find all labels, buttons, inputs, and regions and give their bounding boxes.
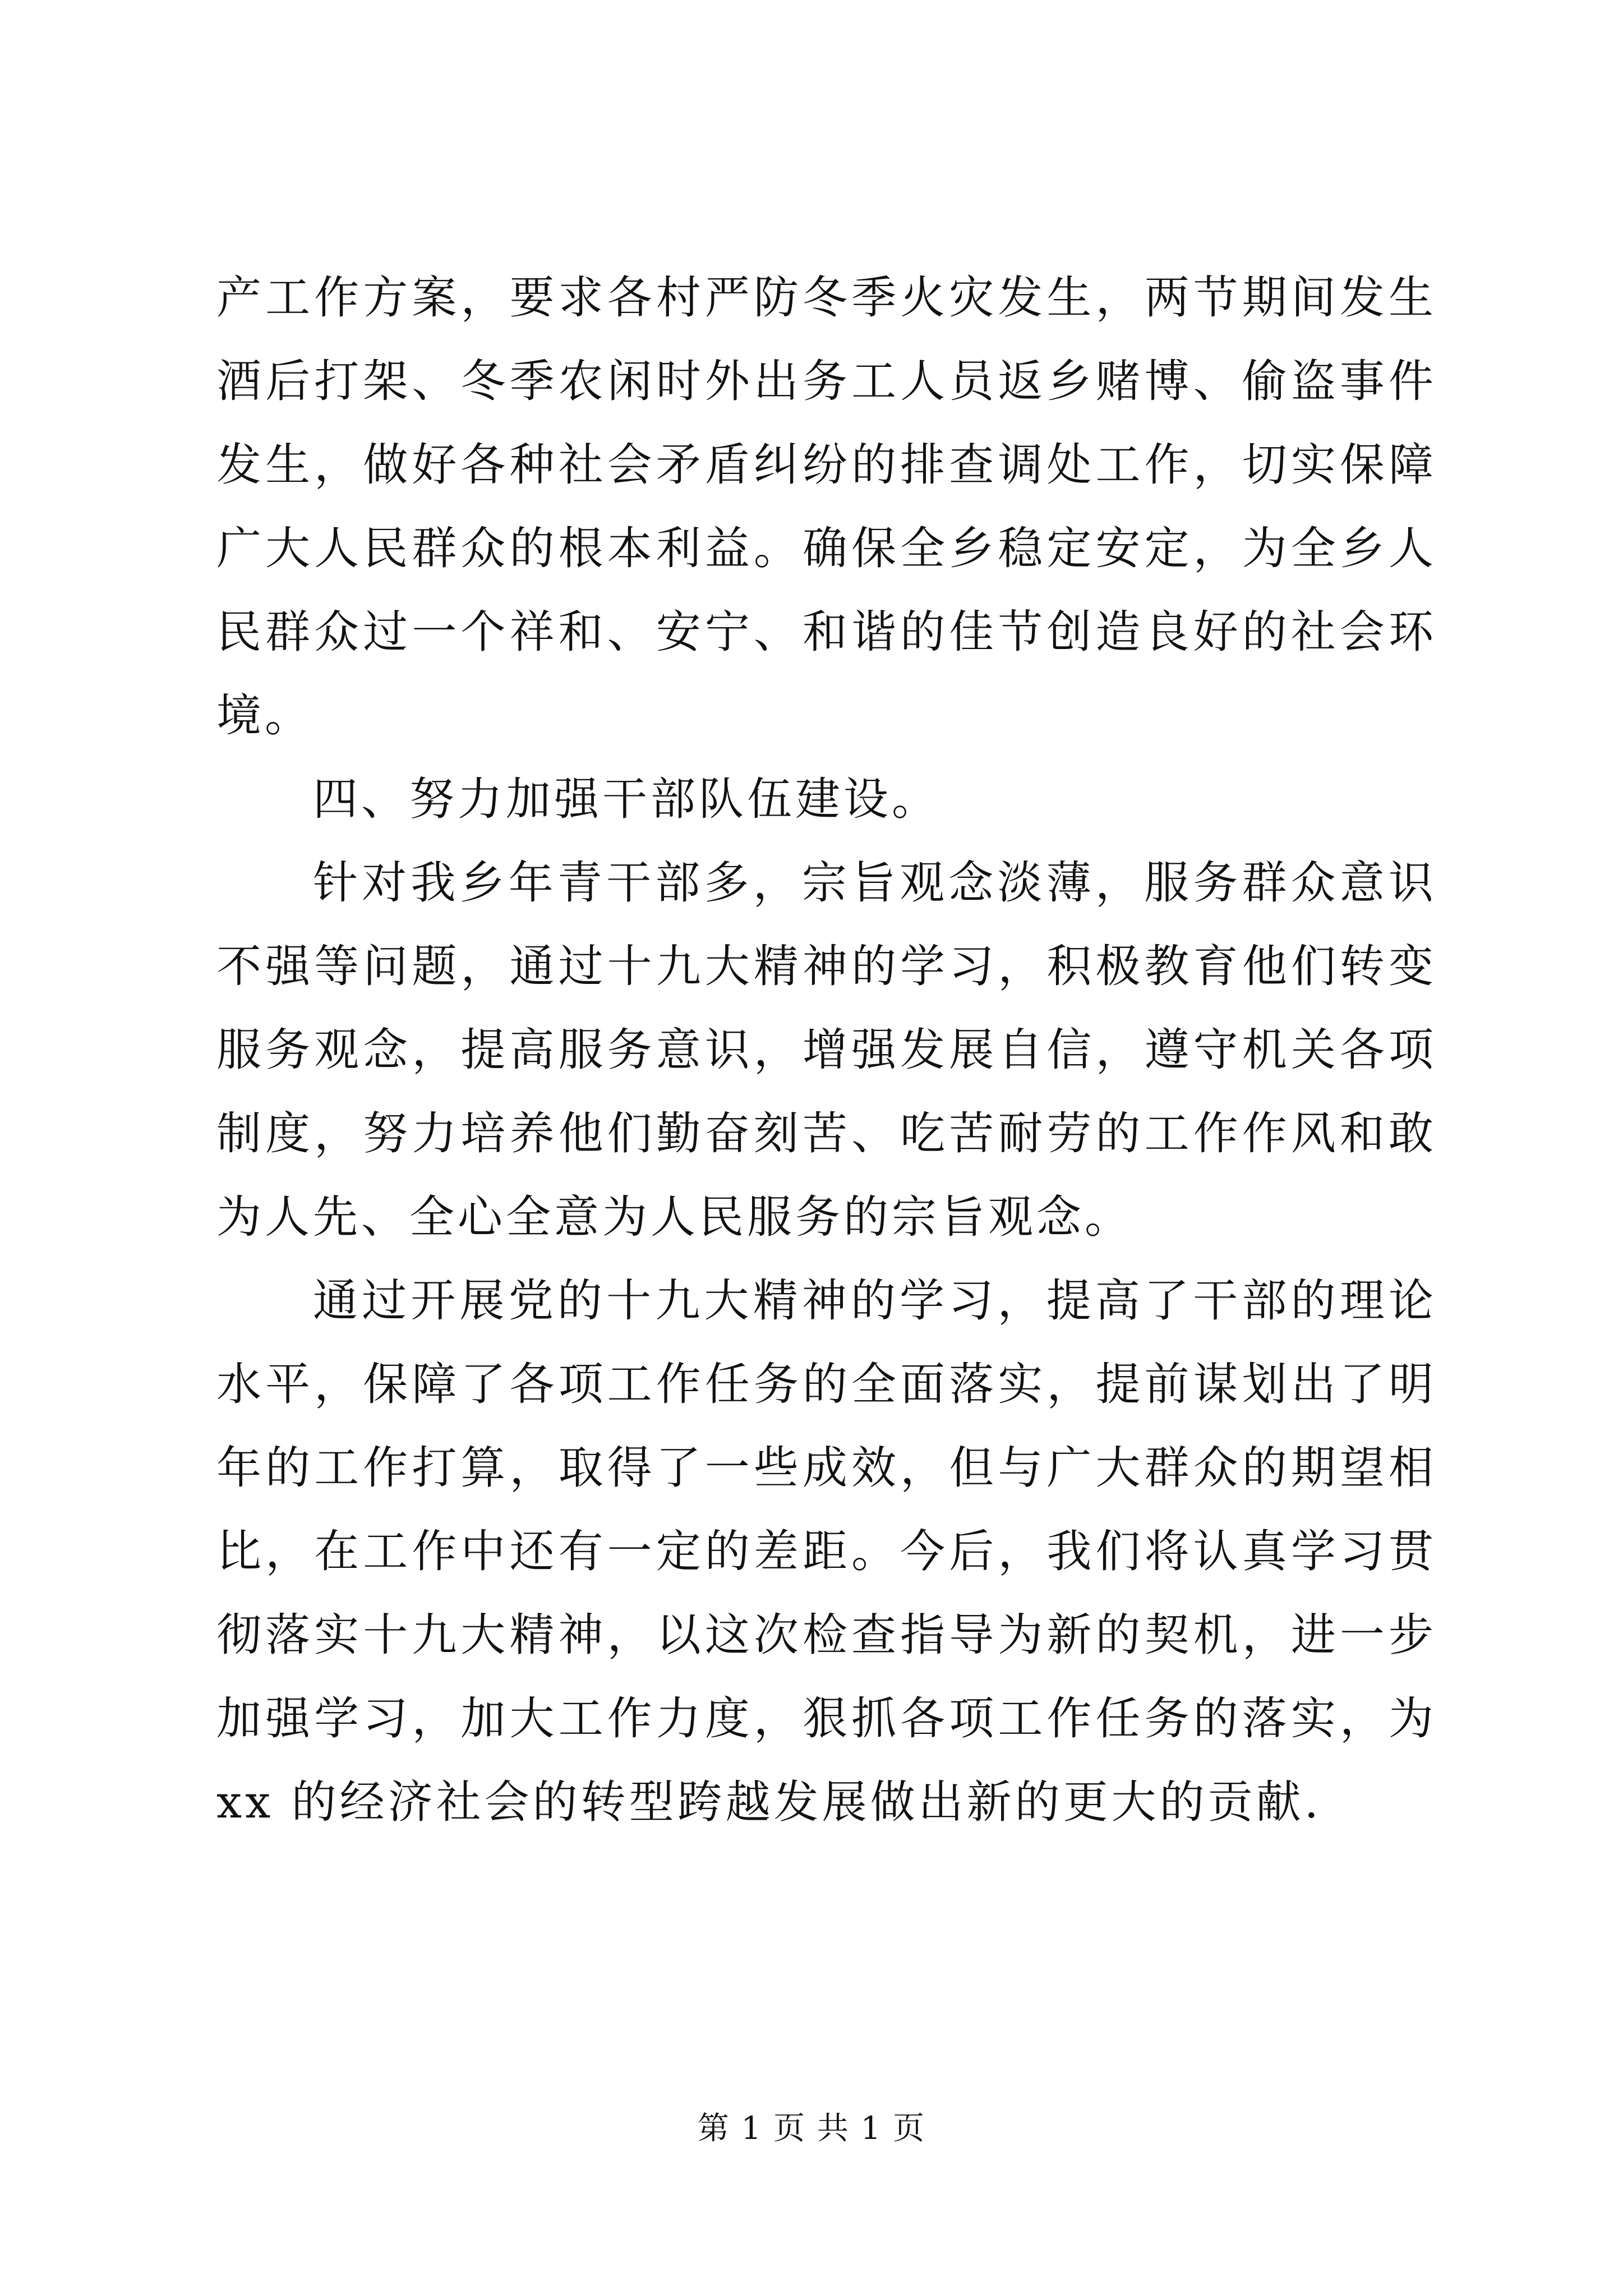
paragraph-3: 通过开展党的十九大精神的学习，提高了干部的理论水平，保障了各项工作任务的全面落实，提前谋划出了明年的工作打算，取得了一些成效，但与广大群众的期望相比，在工作中还有一定的差距。今后，我们将认真学习贯彻落实十九大精神，以这次检查指导为新的契机，进一步加强学习，加大工作力度，狠抓各项工作任务的落实，为 xx 的经济社会的转型跨越发展做出新的更大的贡献. [216,1274,1437,1828]
page-number-footer: 第 1 页 共 1 页 [697,2110,926,2147]
paragraph-1: 产工作方案，要求各村严防冬季火灾发生，两节期间发生酒后打架、冬季农闲时外出务工人员返乡赌博、偷盗事件发生，做好各种社会矛盾纠纷的排查调处工作，切实保障广大人民群众的根本利益。确保全乡稳定安定，为全乡人民群众过一个祥和、安宁、和谐的佳节创造良好的社会环境。 [216,272,1437,742]
paragraph-2: 针对我乡年青干部多，宗旨观念淡薄，服务群众意识不强等问题，通过十九大精神的学习，积极教育他们转变服务观念，提高服务意识，增强发展自信，遵守机关各项制度，努力培养他们勤奋刻苦、吃苦耐劳的工作作风和敢为人先、全心全意为人民服务的宗旨观念。 [216,857,1437,1243]
document-body [216,256,1437,1844]
section-heading-4: 四、努力加强干部队伍建设。 [313,773,940,825]
